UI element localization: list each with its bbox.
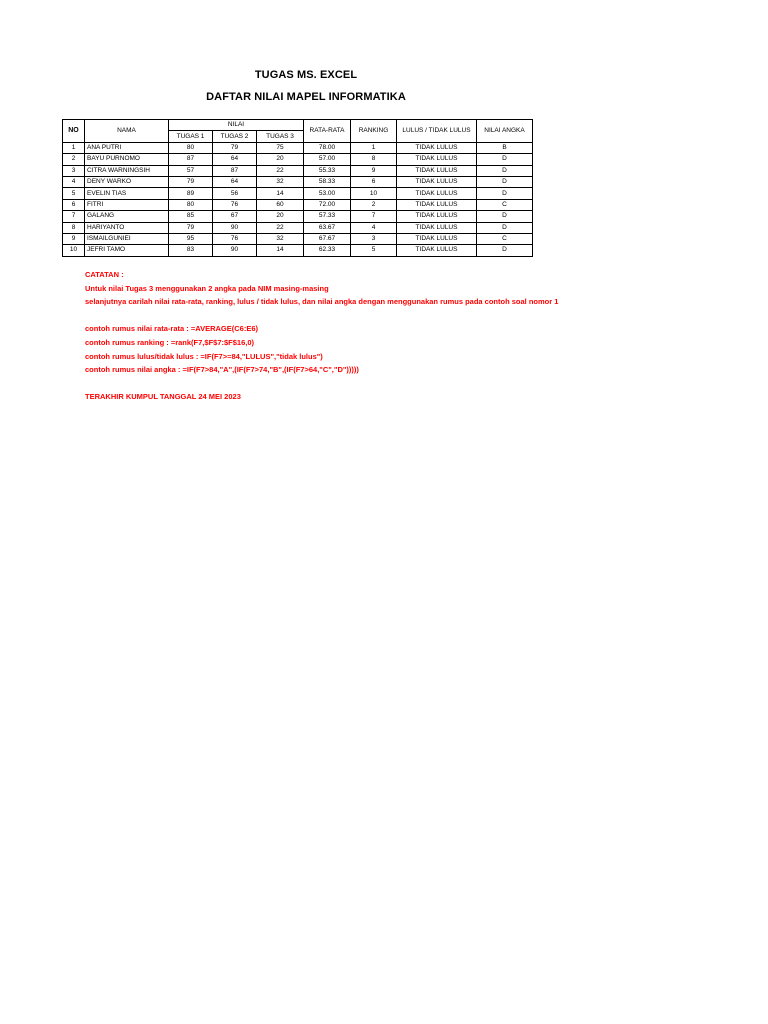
table-row: [63, 176, 533, 187]
cell-tugas-1: 79: [169, 222, 213, 233]
cell-tugas-2: 67: [213, 211, 257, 222]
cell-nilai-angka: D: [477, 188, 533, 199]
cell-ranking: 9: [351, 165, 397, 176]
cell-nama: ISMAILGUNIEI: [85, 233, 169, 244]
header-tugas-2: TUGAS 2: [213, 131, 257, 142]
cell-tugas-3: 20: [257, 154, 304, 165]
cell-ranking: 6: [351, 176, 397, 187]
cell-tugas-3: 14: [257, 188, 304, 199]
document-title: TUGAS MS. EXCEL: [254, 69, 358, 81]
cell-nama: FITRI: [85, 199, 169, 210]
header-rata-rata: RATA-RATA: [304, 120, 351, 143]
cell-tugas-3: 60: [257, 199, 304, 210]
cell-nama: BAYU PURNOMO: [85, 154, 169, 165]
header-nilai-angka: NILAI ANGKA: [477, 120, 533, 143]
cell-tugas-3: 32: [257, 176, 304, 187]
cell-no: 1: [63, 142, 85, 153]
cell-lulus: TIDAK LULUS: [397, 245, 477, 256]
cell-nilai-angka: C: [477, 233, 533, 244]
cell-nama: GALANG: [85, 211, 169, 222]
header-no: NO: [63, 120, 85, 143]
table-row: [63, 245, 533, 256]
cell-tugas-3: 22: [257, 222, 304, 233]
cell-ranking: 8: [351, 154, 397, 165]
cell-no: 7: [63, 211, 85, 222]
cell-tugas-1: 57: [169, 165, 213, 176]
table-row: [63, 211, 533, 222]
cell-tugas-2: 79: [213, 142, 257, 153]
cell-ranking: 2: [351, 199, 397, 210]
cell-ranking: 7: [351, 211, 397, 222]
cell-lulus: TIDAK LULUS: [397, 154, 477, 165]
header-lulus: LULUS / TIDAK LULUS: [397, 120, 477, 143]
cell-lulus: TIDAK LULUS: [397, 165, 477, 176]
cell-nama: EVELIN TIAS: [85, 188, 169, 199]
cell-no: 10: [63, 245, 85, 256]
cell-no: 4: [63, 176, 85, 187]
notes-line-1: Untuk nilai Tugas 3 menggunakan 2 angka pada NIM masing-masing: [85, 283, 329, 293]
cell-no: 2: [63, 154, 85, 165]
cell-tugas-2: 90: [213, 245, 257, 256]
notes-spacer: [85, 377, 558, 391]
cell-nilai-angka: D: [477, 176, 533, 187]
cell-lulus: TIDAK LULUS: [397, 211, 477, 222]
cell-tugas-3: 22: [257, 165, 304, 176]
notes-spacer: [85, 309, 558, 323]
cell-tugas-1: 83: [169, 245, 213, 256]
cell-tugas-1: 80: [169, 199, 213, 210]
table-row: [63, 199, 533, 210]
cell-nilai-angka: D: [477, 245, 533, 256]
cell-no: 8: [63, 222, 85, 233]
cell-lulus: TIDAK LULUS: [397, 142, 477, 153]
cell-ranking: 10: [351, 188, 397, 199]
cell-tugas-1: 89: [169, 188, 213, 199]
cell-nama: CITRA WARNINGSIH: [85, 165, 169, 176]
cell-tugas-2: 90: [213, 222, 257, 233]
table-row: [63, 233, 533, 244]
cell-tugas-1: 79: [169, 176, 213, 187]
cell-rata-rata: 55.33: [304, 165, 351, 176]
notes-heading: CATATAN :: [85, 270, 124, 279]
cell-nilai-angka: B: [477, 142, 533, 153]
cell-rata-rata: 72.00: [304, 199, 351, 210]
cell-nama: ANA PUTRI: [85, 142, 169, 153]
deadline-note: TERAKHIR KUMPUL TANGGAL 24 MEI 2023: [85, 392, 241, 402]
cell-ranking: 1: [351, 142, 397, 153]
cell-lulus: TIDAK LULUS: [397, 188, 477, 199]
cell-rata-rata: 62.33: [304, 245, 351, 256]
cell-lulus: TIDAK LULUS: [397, 199, 477, 210]
cell-tugas-3: 20: [257, 211, 304, 222]
cell-tugas-2: 76: [213, 199, 257, 210]
cell-ranking: 3: [351, 233, 397, 244]
cell-nama: HARIYANTO: [85, 222, 169, 233]
cell-tugas-2: 76: [213, 233, 257, 244]
cell-tugas-2: 87: [213, 165, 257, 176]
cell-rata-rata: 53.00: [304, 188, 351, 199]
cell-nilai-angka: D: [477, 211, 533, 222]
cell-rata-rata: 63.67: [304, 222, 351, 233]
formula-lulus: contoh rumus lulus/tidak lulus : =IF(F7>=84,"LULUS","tidak lulus"): [85, 351, 323, 361]
cell-tugas-1: 80: [169, 142, 213, 153]
cell-tugas-3: 14: [257, 245, 304, 256]
table-row: [63, 188, 533, 199]
cell-no: 6: [63, 199, 85, 210]
cell-ranking: 4: [351, 222, 397, 233]
cell-rata-rata: 78.00: [304, 142, 351, 153]
cell-tugas-2: 64: [213, 154, 257, 165]
cell-nilai-angka: D: [477, 154, 533, 165]
formula-ranking: contoh rumus ranking : =rank(F7,$F$7:$F$16,0): [85, 337, 255, 347]
document-subtitle: DAFTAR NILAI MAPEL INFORMATIKA: [206, 91, 406, 103]
cell-no: 3: [63, 165, 85, 176]
cell-tugas-3: 32: [257, 233, 304, 244]
cell-rata-rata: 57.33: [304, 211, 351, 222]
cell-no: 5: [63, 188, 85, 199]
formula-nilai-angka: contoh rumus nilai angka : =IF(F7>84,"A",(IF(F7>74,"B",(IF(F7>64,"C","D"))))): [85, 365, 359, 375]
grade-table: [62, 119, 533, 257]
cell-no: 9: [63, 233, 85, 244]
table-row: [63, 142, 533, 153]
cell-rata-rata: 58.33: [304, 176, 351, 187]
cell-tugas-2: 64: [213, 176, 257, 187]
cell-ranking: 5: [351, 245, 397, 256]
cell-lulus: TIDAK LULUS: [397, 176, 477, 187]
header-tugas-3: TUGAS 3: [257, 131, 304, 142]
cell-lulus: TIDAK LULUS: [397, 233, 477, 244]
table-row: [63, 165, 533, 176]
cell-nilai-angka: D: [477, 165, 533, 176]
formula-average: contoh rumus nilai rata-rata : =AVERAGE(C6:E6): [85, 324, 259, 334]
table-row: [63, 222, 533, 233]
cell-nilai-angka: C: [477, 199, 533, 210]
cell-nama: JEFRI TAMO: [85, 245, 169, 256]
header-nilai: NILAI: [169, 120, 304, 131]
cell-rata-rata: 57.00: [304, 154, 351, 165]
cell-rata-rata: 67.67: [304, 233, 351, 244]
cell-nilai-angka: D: [477, 222, 533, 233]
cell-nama: DENY WARKO: [85, 176, 169, 187]
header-tugas-1: TUGAS 1: [169, 131, 213, 142]
cell-tugas-2: 56: [213, 188, 257, 199]
table-row: [63, 154, 533, 165]
cell-tugas-1: 95: [169, 233, 213, 244]
header-ranking: RANKING: [351, 120, 397, 143]
cell-tugas-1: 87: [169, 154, 213, 165]
notes-line-2: selanjutnya carilah nilai rata-rata, ranking, lulus / tidak lulus, dan nilai angka dengan menggunakan rumus pada contoh soal nomor 1: [85, 297, 559, 307]
notes-section: [85, 268, 558, 404]
cell-tugas-3: 75: [257, 142, 304, 153]
cell-tugas-1: 85: [169, 211, 213, 222]
cell-lulus: TIDAK LULUS: [397, 222, 477, 233]
header-nama: NAMA: [85, 120, 169, 143]
